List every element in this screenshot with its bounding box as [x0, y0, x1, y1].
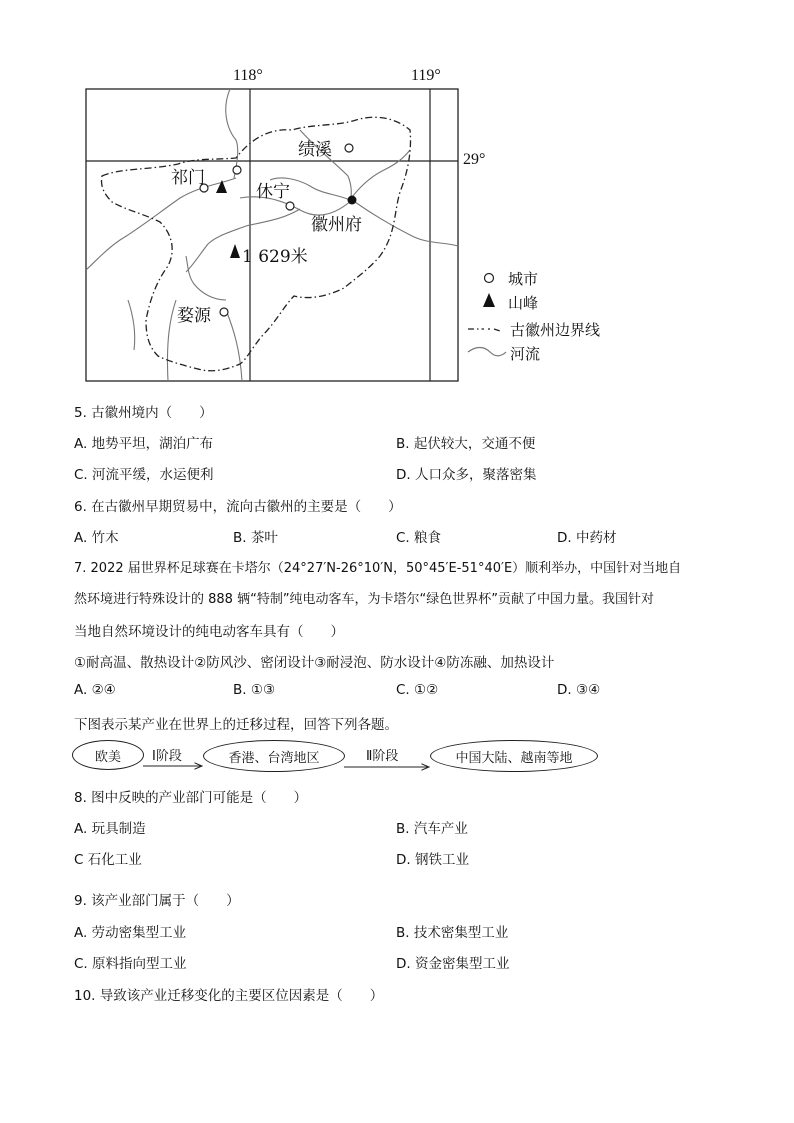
q8-option-d: D. 钢铁工业: [396, 852, 469, 868]
group-intro: 下图表示某产业在世界上的迁移过程，回答下列各题。: [74, 717, 398, 733]
q8-option-b: B. 汽车产业: [396, 821, 468, 837]
flow-stage-2-label: Ⅱ阶段: [366, 749, 399, 764]
flow-stage-1-label: Ⅰ阶段: [152, 749, 182, 764]
flow-node-hongkong-taiwan: 香港、台湾地区: [203, 740, 345, 772]
q5-option-c: C. 河流平缓，水运便利: [74, 467, 214, 483]
q6-option-a: A. 竹木: [74, 530, 119, 546]
q5-option-d: D. 人口众多，聚落密集: [396, 467, 537, 483]
longitude-119-label: 119°: [411, 67, 441, 84]
q7-option-b: B. ①③: [233, 682, 276, 698]
q6-option-b: B. 茶叶: [233, 530, 278, 546]
legend-border-label: 古徽州边界线: [510, 321, 601, 339]
q7-stem-line-3: 当地自然环境设计的纯电动客车具有（ ）: [74, 624, 344, 640]
q6-option-c: C. 粮食: [396, 530, 442, 546]
q7-option-d: D. ③④: [557, 682, 601, 698]
q10-stem: 10. 导致该产业迁移变化的主要区位因素是（ ）: [74, 988, 384, 1004]
peak-elevation-label: 1 629米: [242, 247, 308, 267]
q7-stem-line-2: 然环境进行特殊设计的 888 辆“特制”纯电动客车，为卡塔尔“绿色世界杯”贡献了中国力量。我国针对: [74, 592, 655, 607]
q6-option-d: D. 中药材: [557, 530, 617, 546]
legend-peak-label: 山峰: [508, 294, 539, 312]
q9-stem: 9. 该产业部门属于（ ）: [74, 893, 240, 909]
q7-option-a: A. ②④: [74, 682, 116, 698]
longitude-118-label: 118°: [233, 67, 263, 84]
legend-city-label: 城市: [508, 270, 539, 288]
q9-option-b: B. 技术密集型工业: [396, 925, 509, 941]
q9-option-a: A. 劳动密集型工业: [74, 925, 187, 941]
q9-option-d: D. 资金密集型工业: [396, 956, 510, 972]
latitude-29-label: 29°: [463, 151, 486, 168]
q6-stem: 6. 在古徽州早期贸易中，流向古徽州的主要是（ ）: [74, 499, 402, 515]
q8-option-c: C 石化工业: [74, 852, 142, 868]
q5-option-b: B. 起伏较大，交通不便: [396, 436, 536, 452]
city-label-jixi: 绩溪: [298, 140, 332, 160]
flow-node-europe-america: 欧美: [72, 740, 144, 770]
q8-stem: 8. 图中反映的产业部门可能是（ ）: [74, 790, 308, 806]
q7-option-c: C. ①②: [396, 682, 439, 698]
city-label-xiuning: 休宁: [256, 182, 290, 202]
legend-river-label: 河流: [510, 345, 541, 363]
city-label-huizhoufu: 徽州府: [311, 215, 362, 235]
q7-choices-list: ①耐高温、散热设计②防风沙、密闭设计③耐浸泡、防水设计④防冻融、加热设计: [74, 655, 555, 671]
q9-option-c: C. 原料指向型工业: [74, 956, 187, 972]
q8-option-a: A. 玩具制造: [74, 821, 146, 837]
city-label-qimen: 祁门: [171, 168, 205, 188]
flow-node-mainland-vietnam: 中国大陆、越南等地: [430, 740, 598, 772]
q7-stem-line-1: 7. 2022 届世界杯足球赛在卡塔尔（24°27′N-26°10′N，50°45′E-51°40′E）顺利举办，中国针对当地自: [74, 561, 682, 576]
q5-stem: 5. 古徽州境内（ ）: [74, 405, 213, 421]
q5-option-a: A. 地势平坦，湖泊广布: [74, 436, 214, 452]
city-label-wuyuan: 婺源: [177, 306, 211, 326]
